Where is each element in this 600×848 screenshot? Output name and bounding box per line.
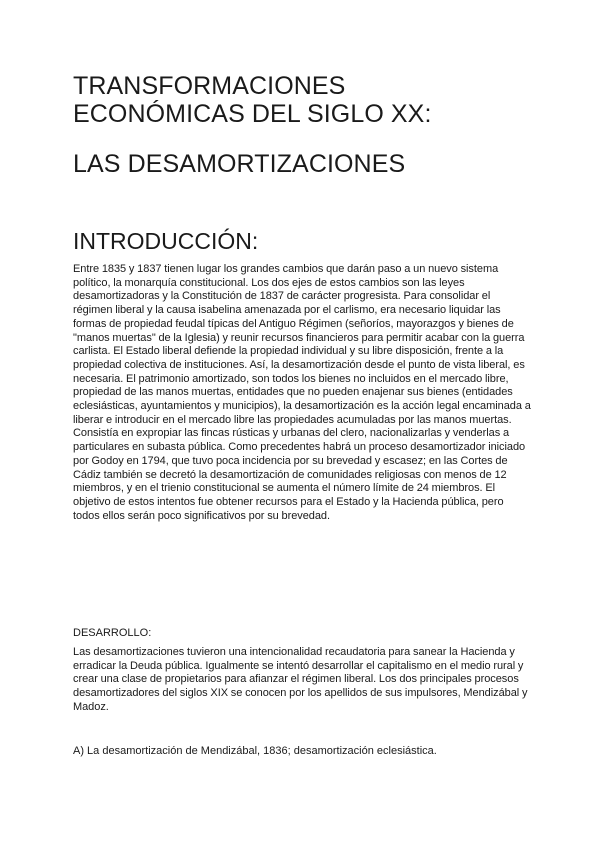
intro-heading: INTRODUCCIÓN:	[73, 228, 259, 254]
title-line-1: TRANSFORMACIONES	[73, 72, 346, 100]
desarrollo-paragraph: Las desamortizaciones tuvieron una intencionalidad recaudatoria para sanear la Hacienda y erradicar la Deuda pública. Igualmente se intentó desarrollar el capitalismo en el medio rural y crear una clase de propietarios para afianzar el régimen liberal. Los dos principales procesos desamortizadores del siglos XIX se conocen por los apellidos de sus impulsores, Mendizábal y Madoz.	[73, 646, 528, 713]
title-line-2: ECONÓMICAS DEL SIGLO XX:	[73, 100, 432, 128]
page-title	[73, 72, 553, 178]
section-item-a: A) La desamortización de Mendizábal, 1836; desamortización eclesiástica.	[73, 745, 437, 757]
intro-paragraph: Entre 1835 y 1837 tienen lugar los grandes cambios que darán paso a un nuevo sistema político, la monarquía constitucional. Los dos ejes de estos cambios son las leyes desamortizadoras y la Constitución de 1837 de carácter progresista. Para consolidar el régimen liberal y la causa isabelina amenazada por el carlismo, era necesario liquidar las formas de propiedad feudal típicas del Antiguo Régimen (señoríos, mayorazgos y bienes de "manos muertas" de la Iglesia) y reunir recursos financieros para permitir acabar con la guerra carlista. El Estado liberal defiende la propiedad individual y su libre disposición, frente a la propiedad colectiva de instituciones. Así, la desamortización desde el punto de vista liberal, es necesaria. El patrimonio amortizado, son todos los bienes no incluidos en el mercado libre, propiedad de las manos muertas, entidades que no pueden enajenar sus bienes (entidades eclesiásticas, ayuntamientos y municipios), la desamortización es la acción legal encaminada a liberar e introducir en el mercado libre las propiedades acumuladas por las manos muertas. Consistía en expropiar las fincas rústicas y urbanas del clero, nacionalizarlas y venderlas a particulares en subasta pública. Como precedentes habrá un proceso desamortizador iniciado por Godoy en 1794, que tuvo poca incidencia por su brevedad y escasez; en las Cortes de Cádiz también se decretó la desamortización de comunidades religiosas con menos de 12 miembros, y en el trienio constitucional se aumenta el número límite de 24 miembros. El objetivo de estos intentos fue obtener recursos para el Estado y la Hacienda pública, pero todos ellos serán poco significativos por su brevedad.	[73, 263, 531, 522]
title-line-3: LAS DESAMORTIZACIONES	[73, 150, 406, 178]
desarrollo-label: DESARROLLO:	[73, 627, 152, 639]
